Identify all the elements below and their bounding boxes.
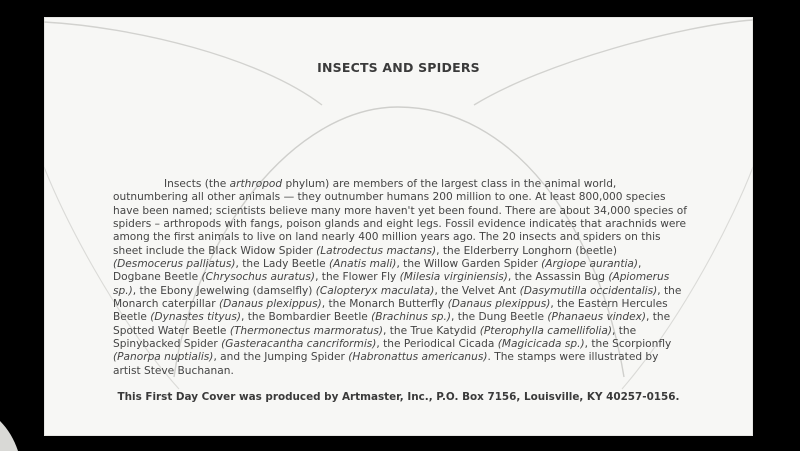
paragraph-text: , and the Jumping Spider [213,351,349,364]
paragraph-text: , the Velvet Ant [434,284,520,297]
dark-corner-object [0,391,30,451]
scientific-name: (Latrodectus mactans) [316,244,437,257]
paragraph-text: , the Monarch caterpillar [113,284,682,311]
paragraph-text: , the Scorpionfly [584,338,672,351]
scientific-name: (Phanaeus vindex) [547,311,647,324]
producer-credit: This First Day Cover was produced by Artmaster, Inc., P.O. Box 7156, Louisville, KY 40257-0156. [117,391,680,403]
scientific-name: arthropod [229,178,283,190]
paragraph-text: , the Monarch Butterfly [321,298,448,311]
paragraph-text: , the Assassin Bug [507,271,609,284]
cover-title: INSECTS AND SPIDERS [317,60,480,75]
paragraph-text: . The stamps were illustrated by artist Steve Buchanan. [113,351,659,377]
scientific-name: (Calopteryx maculata) [315,284,435,297]
scientific-name: (Argiope aurantia) [541,258,639,271]
paragraph-text: Insects (the [164,178,230,190]
paragraph-text: , the Flower Fly [315,271,400,284]
scientific-name: (Gasteracantha cancriformis) [221,338,377,351]
scientific-name: (Pterophylla camellifolia) [479,324,612,337]
scientific-name: (Desmocerus palliatus) [113,258,236,271]
scientific-name: (Anatis mali) [329,258,397,271]
paragraph-text: phylum) are members of the largest class in the animal world, outnumbering all other animals — they outnumber humans 200 million to one. At least 800,000 species have been named; scientists believe many more haven't yet been found. There are about 34,000 species of spiders – arthropods with fangs, poison glands and eight legs. Fossil evidence indicates that arachnids were among the first animals to live on land nearly 400 million years ago. The 20 insects and spiders on this sheet include the Black Widow Spider [113,178,687,257]
paragraph-text: , the True Katydid [382,324,480,337]
paragraph-text: , the Eastern Hercules Beetle [113,298,668,324]
envelope-back [44,17,753,436]
scientific-name: (Dasymutilla occidentalis) [519,284,658,297]
scientific-name: (Danaus plexippus) [447,298,551,311]
scientific-name: (Thermonectus marmoratus) [229,324,383,337]
scientific-name: (Brachinus sp.) [371,311,451,324]
scientific-name: (Milesia virginiensis) [399,271,508,284]
scientific-name: (Danaus plexippus) [218,298,322,311]
scientific-name: (Habronattus americanus) [348,351,488,364]
scientific-name: (Chrysochus auratus) [201,271,316,284]
paragraph-text: , the Bombardier Beetle [241,311,372,324]
paragraph-text: , Dogbane Beetle [113,258,642,284]
paragraph-text: , the Lady Beetle [235,258,330,271]
description-paragraph [113,178,688,378]
paragraph-text: , the Periodical Cicada [376,338,498,351]
paragraph-text: , the Willow Garden Spider [396,258,542,271]
scientific-name: (Dynastes tityus) [150,311,242,324]
paragraph-text: , the Dung Beetle [450,311,548,324]
paragraph-text: , the Elderberry Longhorn (beetle) [436,244,617,257]
paragraph-text: , the Spotted Water Beetle [113,311,671,337]
paragraph-text: , the Ebony Jewelwing (damselfly) [132,284,316,297]
scientific-name: (Panorpa nuptialis) [113,351,214,364]
scientific-name: (Apiomerus sp.) [113,271,670,297]
scientific-name: (Magicicada sp.) [497,338,585,351]
paragraph-text: , the Spinybacked Spider [113,324,637,351]
